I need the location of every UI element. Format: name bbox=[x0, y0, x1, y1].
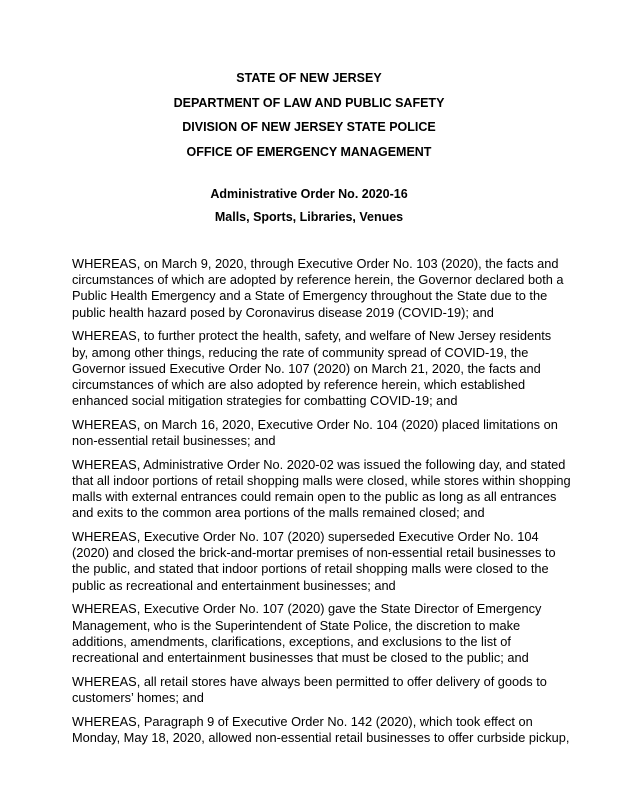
paragraph-line: WHEREAS, Executive Order No. 107 (2020) gave the State Director of Emergency bbox=[72, 601, 542, 617]
paragraph-line: and exits to the common area portions of the malls remained closed; and bbox=[72, 505, 485, 521]
paragraph-line: WHEREAS, on March 16, 2020, Executive Order No. 104 (2020) placed limitations on bbox=[72, 416, 558, 432]
whereas-paragraph bbox=[72, 456, 571, 522]
paragraph-line: by, among other things, reducing the rate of community spread of COVID-19, the bbox=[72, 344, 529, 360]
paragraph-line: WHEREAS, Executive Order No. 107 (2020) superseded Executive Order No. 104 bbox=[72, 529, 539, 545]
paragraph-line: enhanced social mitigation strategies for combatting COVID-19; and bbox=[72, 393, 458, 409]
paragraph-line: public as recreational and entertainment businesses; and bbox=[72, 577, 396, 593]
paragraph-line: non-essential retail businesses; and bbox=[72, 433, 276, 449]
paragraph-line: additions, amendments, clarifications, exceptions, and exclusions to the list of bbox=[72, 633, 511, 649]
document-body bbox=[72, 256, 571, 753]
whereas-paragraph bbox=[72, 713, 570, 746]
paragraph-line: recreational and entertainment businesses that must be closed to the public; and bbox=[72, 649, 529, 665]
whereas-paragraph bbox=[72, 328, 560, 409]
header-department: DEPARTMENT OF LAW AND PUBLIC SAFETY bbox=[173, 95, 445, 110]
paragraph-line: WHEREAS, Paragraph 9 of Executive Order No. 142 (2020), which took effect on bbox=[72, 713, 533, 729]
whereas-paragraph bbox=[72, 256, 564, 321]
header-division: DIVISION OF NEW JERSEY STATE POLICE bbox=[182, 120, 436, 134]
header-state: STATE OF NEW JERSEY bbox=[236, 71, 382, 85]
paragraph-line: Governor issued Executive Order No. 107 (2020) on March 21, 2020, the facts and bbox=[72, 360, 541, 376]
paragraph-line: circumstances of which are adopted by reference herein, the Governor declared both a bbox=[72, 272, 564, 288]
paragraph-line: that all indoor portions of retail shopping malls were closed, while stores within shopping bbox=[72, 472, 571, 488]
whereas-paragraph bbox=[72, 529, 560, 594]
paragraph-line: WHEREAS, to further protect the health, safety, and welfare of New Jersey residents bbox=[72, 328, 552, 344]
whereas-paragraph bbox=[72, 417, 560, 449]
paragraph-line: customers’ homes; and bbox=[72, 689, 204, 705]
paragraph-line: WHEREAS, on March 9, 2020, through Executive Order No. 103 (2020), the facts and bbox=[72, 256, 559, 271]
header-office: OFFICE OF EMERGENCY MANAGEMENT bbox=[186, 144, 432, 159]
order-number: Administrative Order No. 2020-16 bbox=[210, 187, 408, 201]
whereas-paragraph bbox=[72, 601, 560, 666]
whereas-paragraph bbox=[72, 674, 560, 706]
paragraph-line: WHEREAS, all retail stores have always been permitted to offer delivery of goods to bbox=[72, 673, 547, 689]
paragraph-line: circumstances of which are also adopted by reference herein, which established bbox=[72, 376, 526, 392]
paragraph-line: Public Health Emergency and a State of Emergency throughout the State due to the bbox=[72, 288, 548, 304]
paragraph-line: Management, who is the Superintendent of State Police, the discretion to make bbox=[72, 617, 521, 633]
paragraph-line: Monday, May 18, 2020, allowed non-essential retail businesses to offer curbside pickup, bbox=[72, 729, 570, 745]
paragraph-line: the public, and stated that indoor portions of retail shopping malls were closed to the bbox=[72, 561, 549, 577]
document-header bbox=[0, 70, 618, 168]
paragraph-line: public health hazard posed by Coronavirus disease 2019 (COVID-19); and bbox=[72, 304, 494, 320]
order-subject: Malls, Sports, Libraries, Venues bbox=[214, 210, 404, 224]
order-title-block bbox=[0, 186, 618, 232]
paragraph-line: (2020) and closed the brick-and-mortar premises of non-essential retail businesses to bbox=[72, 545, 556, 561]
paragraph-line: malls with external entrances could remain open to the public as long as all entrances bbox=[72, 489, 557, 505]
paragraph-line: WHEREAS, Administrative Order No. 2020-02 was issued the following day, and stated bbox=[72, 456, 566, 472]
